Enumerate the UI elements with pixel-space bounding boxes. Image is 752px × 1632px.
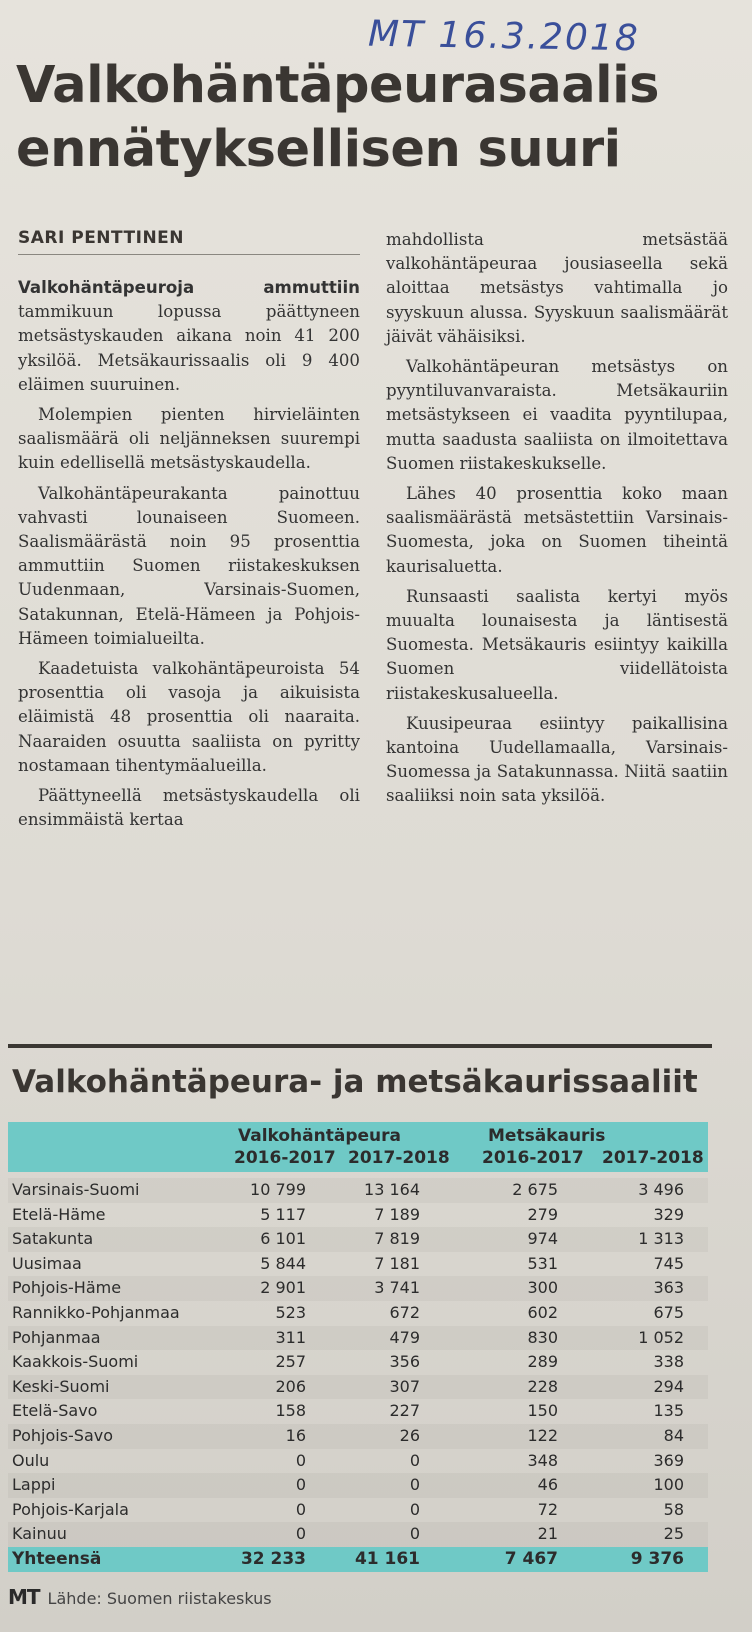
article-paragraph: Runsaasti saalista kertyi myös muualta lounaisesta ja läntisestä Suomesta. Metsäkauris esiintyy kaikilla Suomen viidellätoista riistakeskusalueella.	[386, 586, 728, 703]
byline: SARI PENTTINEN	[18, 228, 360, 255]
table-cell: 25	[663, 1524, 684, 1544]
table-cell: 21	[537, 1524, 558, 1544]
group-header-valkohantapeura: Valkohäntäpeura	[238, 1126, 401, 1146]
total-cell: 9 376	[630, 1548, 684, 1569]
column-header-year: 2016-2017	[234, 1148, 336, 1168]
table-row	[8, 1276, 708, 1301]
table-cell: 329	[653, 1204, 684, 1224]
table-cell: 84	[663, 1425, 684, 1445]
table-cell: 307	[389, 1376, 420, 1396]
table-row	[8, 1375, 708, 1400]
table-cell: 369	[653, 1450, 684, 1470]
article-paragraph: Valkohäntäpeuran metsästys on pyyntiluvanvaraista. Metsäkauriin metsästykseen ei vaadita pyyntilupaa, mutta saadusta saaliista on ilmoitettava Suomen riistakeskukselle.	[386, 357, 728, 473]
table-cell: 100	[653, 1475, 684, 1495]
table-cell: 0	[295, 1475, 306, 1495]
table-row	[8, 1473, 708, 1498]
table-cell: 300	[527, 1278, 558, 1298]
table-cell: 830	[527, 1327, 558, 1347]
headline: Valkohäntäpeurasaalis ennätyksellisen suuri	[16, 56, 659, 179]
table-cell: 26	[399, 1425, 420, 1445]
table-row	[8, 1178, 708, 1203]
table-cell: 13 164	[364, 1180, 420, 1199]
table-total-row	[8, 1547, 708, 1572]
table-cell: 363	[653, 1278, 684, 1298]
table-cell: 0	[295, 1450, 306, 1470]
table-cell: 6 101	[260, 1229, 306, 1249]
region-name: Keski-Suomi	[12, 1376, 110, 1396]
table-row	[8, 1350, 708, 1375]
article-column-left	[18, 276, 360, 838]
table-cell: 227	[389, 1401, 420, 1421]
table-cell: 311	[275, 1327, 306, 1347]
table-cell: 135	[653, 1401, 684, 1421]
table-cell: 974	[527, 1229, 558, 1249]
article-paragraph: Molempien pienten hirvieläinten saalismäärä oli neljänneksen suurempi kuin edellisellä metsästyskaudella.	[18, 405, 360, 473]
table-row	[8, 1449, 708, 1474]
total-cell: 7 467	[504, 1548, 558, 1569]
table-cell: 257	[275, 1352, 306, 1372]
region-name: Etelä-Häme	[12, 1204, 106, 1224]
table-cell: 58	[663, 1499, 684, 1519]
table-row	[8, 1399, 708, 1424]
table-cell: 10 799	[250, 1180, 306, 1199]
total-label: Yhteensä	[12, 1548, 102, 1569]
column-header-year: 2016-2017	[482, 1148, 584, 1168]
mt-logo: MT	[8, 1585, 40, 1609]
table-row	[8, 1424, 708, 1449]
table-row	[8, 1203, 708, 1228]
source-text: Lähde: Suomen riistakeskus	[47, 1589, 272, 1608]
region-name: Lappi	[12, 1475, 56, 1495]
table-cell: 7 819	[374, 1229, 420, 1249]
table-cell: 338	[653, 1352, 684, 1372]
table-cell: 3 496	[638, 1180, 684, 1199]
table-cell: 745	[653, 1253, 684, 1273]
table-cell: 0	[295, 1499, 306, 1519]
region-name: Rannikko-Pohjanmaa	[12, 1302, 180, 1322]
table-cell: 7 181	[374, 1253, 420, 1273]
table-cell: 1 052	[638, 1327, 684, 1347]
lead-text: Valkohäntäpeuroja ammuttiin	[18, 278, 360, 297]
region-name: Uusimaa	[12, 1253, 82, 1273]
group-header-metsakauris: Metsäkauris	[488, 1126, 606, 1146]
column-header-year: 2017-2018	[602, 1148, 704, 1168]
table-cell: 122	[527, 1425, 558, 1445]
table-row	[8, 1522, 708, 1547]
article-paragraph: Kaadetuista valkohäntäpeuroista 54 prosenttia oli vasoja ja aikuisista eläimistä 48 prosenttia oli naaraita. Naaraiden osuutta saaliista on pyritty nostamaan tihentymäalueilla.	[18, 659, 360, 775]
table-body	[8, 1178, 708, 1547]
article-paragraph: Kuusipeuraa esiintyy paikallisina kantoina Uudellamaalla, Varsinais-Suomessa ja Satakunnassa. Niitä saatiin saaliiksi noin sata yksilöä.	[386, 713, 728, 806]
article-paragraph: Lähes 40 prosenttia koko maan saalismäärästä metsästettiin Varsinais-Suomesta, joka on Suomen tiheintä kaurisaluetta.	[386, 484, 728, 576]
table-cell: 1 313	[638, 1229, 684, 1249]
table-cell: 0	[409, 1524, 420, 1544]
harvest-table	[8, 1122, 708, 1572]
region-name: Satakunta	[12, 1229, 94, 1249]
table-cell: 0	[409, 1450, 420, 1470]
table-cell: 479	[389, 1327, 420, 1347]
region-name: Pohjois-Karjala	[12, 1499, 129, 1519]
total-cell: 41 161	[354, 1548, 420, 1569]
region-name: Oulu	[12, 1450, 50, 1470]
region-name: Pohjois-Savo	[12, 1425, 114, 1445]
table-cell: 5 844	[260, 1253, 306, 1273]
table-cell: 5 117	[260, 1204, 306, 1224]
table-cell: 2 901	[260, 1278, 306, 1298]
table-cell: 531	[527, 1253, 558, 1273]
table-cell: 289	[527, 1352, 558, 1372]
article-paragraph: mahdollista metsästää valkohäntäpeuraa jousiaseella sekä aloittaa metsästys vahtimalla jo syyskuun alussa. Syyskuun saalismäärät jäivät vähäisiksi.	[386, 230, 728, 346]
table-title: Valkohäntäpeura- ja metsäkaurissaaliit	[12, 1064, 698, 1100]
region-name: Pohjois-Häme	[12, 1278, 122, 1298]
region-name: Kaakkois-Suomi	[12, 1352, 139, 1372]
table-cell: 348	[527, 1450, 558, 1470]
article-paragraph: Päättyneellä metsästyskaudella oli ensimmäistä kertaa	[18, 786, 360, 830]
table-cell: 3 741	[374, 1278, 420, 1298]
table-header	[8, 1122, 708, 1172]
article-column-right	[386, 228, 728, 815]
article-paragraph: Valkohäntäpeurakanta painottuu vahvasti lounaiseen Suomeen. Saalismäärästä noin 95 prosenttia ammuttiin Suomen riistakeskuksen Uudenmaan, Varsinais-Suomen, Satakunnan, Etelä-Hämeen ja Pohjois-Hämeen toimialueilta.	[18, 483, 360, 648]
table-cell: 150	[527, 1401, 558, 1421]
region-name: Etelä-Savo	[12, 1401, 98, 1421]
table-row	[8, 1326, 708, 1351]
table-row	[8, 1252, 708, 1277]
table-cell: 279	[527, 1204, 558, 1224]
total-cell: 32 233	[240, 1548, 306, 1569]
table-cell: 672	[389, 1302, 420, 1322]
table-cell: 523	[275, 1302, 306, 1322]
table-cell: 356	[389, 1352, 420, 1372]
table-cell: 158	[275, 1401, 306, 1421]
source-line	[8, 1585, 272, 1609]
article-paragraph: Valkohäntäpeuroja ammuttiin tammikuun lopussa päättyneen metsästyskauden aikana noin 41 200 yksilöä. Metsäkaurissaalis oli 9 400 eläimen suuruinen.	[18, 278, 360, 394]
table-cell: 16	[285, 1425, 306, 1445]
table-cell: 294	[653, 1376, 684, 1396]
table-cell: 0	[409, 1499, 420, 1519]
table-row	[8, 1227, 708, 1252]
table-cell: 602	[527, 1302, 558, 1322]
table-cell: 2 675	[512, 1180, 558, 1199]
table-cell: 46	[537, 1475, 558, 1495]
region-name: Pohjanmaa	[12, 1327, 101, 1347]
table-cell: 0	[295, 1524, 306, 1544]
table-cell: 675	[653, 1302, 684, 1322]
column-header-year: 2017-2018	[348, 1148, 450, 1168]
table-cell: 7 189	[374, 1204, 420, 1224]
handwritten-date-stamp: MT 16.3.2018	[367, 13, 641, 60]
table-row	[8, 1301, 708, 1326]
region-name: Kainuu	[12, 1524, 67, 1544]
table-cell: 206	[275, 1376, 306, 1396]
table-cell: 0	[409, 1475, 420, 1495]
region-name: Varsinais-Suomi	[12, 1180, 140, 1199]
table-cell: 228	[527, 1376, 558, 1396]
table-cell: 72	[537, 1499, 558, 1519]
table-row	[8, 1498, 708, 1523]
section-divider	[8, 1044, 712, 1048]
